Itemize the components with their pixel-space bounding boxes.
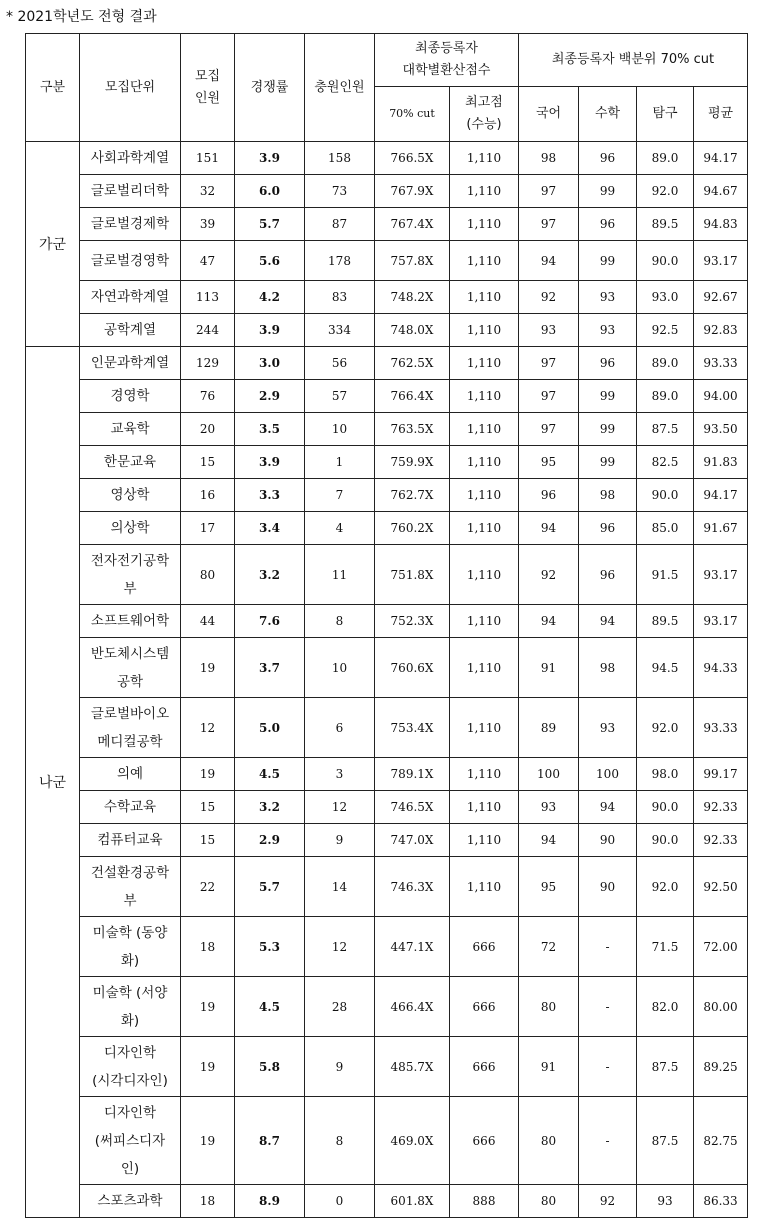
table-row bbox=[26, 605, 748, 638]
cell-add: 6 bbox=[305, 698, 375, 758]
cell-rate: 5.8 bbox=[235, 1037, 305, 1097]
table-row bbox=[26, 314, 748, 347]
group-label: 나군 bbox=[26, 347, 80, 1218]
cell-add: 11 bbox=[305, 545, 375, 605]
cell-math: 96 bbox=[579, 208, 637, 241]
cell-inq: 94.5 bbox=[637, 638, 694, 698]
cell-kor: 80 bbox=[519, 1185, 579, 1218]
cell-max: 1,110 bbox=[450, 241, 519, 281]
cell-inq: 98.0 bbox=[637, 758, 694, 791]
cell-inq: 87.5 bbox=[637, 1037, 694, 1097]
cell-rate: 3.0 bbox=[235, 347, 305, 380]
header-rate: 경쟁률 bbox=[235, 34, 305, 142]
cell-quota: 19 bbox=[181, 758, 235, 791]
cell-kor: 92 bbox=[519, 545, 579, 605]
cell-quota: 18 bbox=[181, 917, 235, 977]
cell-add: 73 bbox=[305, 175, 375, 208]
cell-quota: 17 bbox=[181, 512, 235, 545]
unit-name: 디자인학 (써피스디자 인) bbox=[80, 1097, 181, 1185]
admission-results-table bbox=[25, 33, 748, 1218]
cell-cut: 759.9X bbox=[375, 446, 450, 479]
cell-quota: 19 bbox=[181, 1097, 235, 1185]
cell-avg: 92.83 bbox=[694, 314, 748, 347]
cell-add: 9 bbox=[305, 1037, 375, 1097]
cell-cut: 748.2X bbox=[375, 281, 450, 314]
header-cut70: 70% cut bbox=[375, 87, 450, 142]
cell-kor: 72 bbox=[519, 917, 579, 977]
cell-rate: 5.7 bbox=[235, 208, 305, 241]
unit-name: 미술학 (서양 화) bbox=[80, 977, 181, 1037]
unit-name: 건설환경공학 부 bbox=[80, 857, 181, 917]
cell-inq: 85.0 bbox=[637, 512, 694, 545]
cell-cut: 766.5X bbox=[375, 142, 450, 175]
cell-inq: 92.5 bbox=[637, 314, 694, 347]
cell-kor: 100 bbox=[519, 758, 579, 791]
cell-avg: 93.33 bbox=[694, 698, 748, 758]
cell-add: 178 bbox=[305, 241, 375, 281]
cell-max: 666 bbox=[450, 1097, 519, 1185]
cell-avg: 86.33 bbox=[694, 1185, 748, 1218]
cell-kor: 92 bbox=[519, 281, 579, 314]
cell-math: 93 bbox=[579, 698, 637, 758]
cell-add: 10 bbox=[305, 638, 375, 698]
cell-cut: 746.5X bbox=[375, 791, 450, 824]
cell-math: 99 bbox=[579, 175, 637, 208]
cell-math: 90 bbox=[579, 857, 637, 917]
cell-add: 4 bbox=[305, 512, 375, 545]
cell-inq: 82.0 bbox=[637, 977, 694, 1037]
cell-max: 1,110 bbox=[450, 281, 519, 314]
cell-kor: 97 bbox=[519, 347, 579, 380]
cell-kor: 89 bbox=[519, 698, 579, 758]
cell-avg: 94.00 bbox=[694, 380, 748, 413]
table-row bbox=[26, 281, 748, 314]
cell-kor: 97 bbox=[519, 175, 579, 208]
cell-avg: 94.33 bbox=[694, 638, 748, 698]
cell-max: 1,110 bbox=[450, 479, 519, 512]
unit-name: 미술학 (동양 화) bbox=[80, 917, 181, 977]
table-row bbox=[26, 1185, 748, 1218]
table-row bbox=[26, 1037, 748, 1097]
cell-kor: 94 bbox=[519, 241, 579, 281]
cell-math: - bbox=[579, 977, 637, 1037]
cell-rate: 5.6 bbox=[235, 241, 305, 281]
cell-math: 96 bbox=[579, 347, 637, 380]
cell-quota: 244 bbox=[181, 314, 235, 347]
cell-max: 888 bbox=[450, 1185, 519, 1218]
cell-add: 10 bbox=[305, 413, 375, 446]
cell-avg: 80.00 bbox=[694, 977, 748, 1037]
cell-max: 1,110 bbox=[450, 175, 519, 208]
cell-avg: 94.17 bbox=[694, 479, 748, 512]
cell-quota: 12 bbox=[181, 698, 235, 758]
cell-cut: 762.5X bbox=[375, 347, 450, 380]
cell-inq: 89.0 bbox=[637, 347, 694, 380]
cell-quota: 76 bbox=[181, 380, 235, 413]
header-group: 구분 bbox=[26, 34, 80, 142]
cell-math: 94 bbox=[579, 791, 637, 824]
table-row bbox=[26, 479, 748, 512]
cell-max: 1,110 bbox=[450, 208, 519, 241]
cell-avg: 82.75 bbox=[694, 1097, 748, 1185]
cell-cut: 789.1X bbox=[375, 758, 450, 791]
cell-rate: 5.7 bbox=[235, 857, 305, 917]
cell-math: 96 bbox=[579, 512, 637, 545]
cell-max: 1,110 bbox=[450, 605, 519, 638]
table-row bbox=[26, 917, 748, 977]
cell-rate: 2.9 bbox=[235, 824, 305, 857]
cell-avg: 94.67 bbox=[694, 175, 748, 208]
cell-math: 90 bbox=[579, 824, 637, 857]
unit-name: 글로벌경영학 bbox=[80, 241, 181, 281]
cell-quota: 18 bbox=[181, 1185, 235, 1218]
cell-avg: 92.33 bbox=[694, 824, 748, 857]
cell-cut: 466.4X bbox=[375, 977, 450, 1037]
cell-kor: 97 bbox=[519, 413, 579, 446]
cell-add: 158 bbox=[305, 142, 375, 175]
header-quota: 모집 인원 bbox=[181, 34, 235, 142]
cell-inq: 89.0 bbox=[637, 380, 694, 413]
cell-kor: 94 bbox=[519, 824, 579, 857]
unit-name: 소프트웨어학 bbox=[80, 605, 181, 638]
table-row bbox=[26, 413, 748, 446]
cell-math: 99 bbox=[579, 446, 637, 479]
cell-cut: 601.8X bbox=[375, 1185, 450, 1218]
cell-max: 1,110 bbox=[450, 142, 519, 175]
table-row bbox=[26, 241, 748, 281]
cell-add: 28 bbox=[305, 977, 375, 1037]
cell-kor: 98 bbox=[519, 142, 579, 175]
cell-rate: 8.7 bbox=[235, 1097, 305, 1185]
cell-kor: 80 bbox=[519, 1097, 579, 1185]
cell-kor: 95 bbox=[519, 857, 579, 917]
cell-rate: 3.9 bbox=[235, 142, 305, 175]
cell-rate: 6.0 bbox=[235, 175, 305, 208]
cell-quota: 15 bbox=[181, 446, 235, 479]
unit-name: 수학교육 bbox=[80, 791, 181, 824]
table-row bbox=[26, 824, 748, 857]
cell-inq: 90.0 bbox=[637, 824, 694, 857]
cell-inq: 91.5 bbox=[637, 545, 694, 605]
cell-kor: 80 bbox=[519, 977, 579, 1037]
table-row bbox=[26, 380, 748, 413]
cell-max: 1,110 bbox=[450, 791, 519, 824]
unit-name: 글로벌경제학 bbox=[80, 208, 181, 241]
cell-cut: 751.8X bbox=[375, 545, 450, 605]
cell-avg: 92.67 bbox=[694, 281, 748, 314]
cell-math: 99 bbox=[579, 380, 637, 413]
cell-cut: 760.2X bbox=[375, 512, 450, 545]
cell-max: 1,110 bbox=[450, 446, 519, 479]
cell-math: 96 bbox=[579, 142, 637, 175]
table-row bbox=[26, 977, 748, 1037]
unit-name: 의예 bbox=[80, 758, 181, 791]
unit-name: 전자전기공학 부 bbox=[80, 545, 181, 605]
cell-quota: 20 bbox=[181, 413, 235, 446]
cell-kor: 97 bbox=[519, 208, 579, 241]
cell-quota: 15 bbox=[181, 791, 235, 824]
cell-rate: 3.4 bbox=[235, 512, 305, 545]
unit-name: 교육학 bbox=[80, 413, 181, 446]
unit-name: 컴퓨터교육 bbox=[80, 824, 181, 857]
cell-add: 3 bbox=[305, 758, 375, 791]
cell-kor: 95 bbox=[519, 446, 579, 479]
table-row bbox=[26, 758, 748, 791]
table-row bbox=[26, 208, 748, 241]
unit-name: 글로벌바이오 메디컬공학 bbox=[80, 698, 181, 758]
cell-kor: 94 bbox=[519, 512, 579, 545]
cell-rate: 5.0 bbox=[235, 698, 305, 758]
cell-rate: 4.2 bbox=[235, 281, 305, 314]
cell-kor: 94 bbox=[519, 605, 579, 638]
cell-math: 93 bbox=[579, 281, 637, 314]
cell-math: 98 bbox=[579, 479, 637, 512]
cell-add: 7 bbox=[305, 479, 375, 512]
cell-math: 100 bbox=[579, 758, 637, 791]
cell-cut: 746.3X bbox=[375, 857, 450, 917]
cell-add: 8 bbox=[305, 605, 375, 638]
cell-add: 334 bbox=[305, 314, 375, 347]
cell-quota: 80 bbox=[181, 545, 235, 605]
cell-inq: 90.0 bbox=[637, 241, 694, 281]
cell-add: 0 bbox=[305, 1185, 375, 1218]
table-body bbox=[26, 142, 748, 1218]
cell-avg: 89.25 bbox=[694, 1037, 748, 1097]
cell-kor: 97 bbox=[519, 380, 579, 413]
cell-avg: 91.83 bbox=[694, 446, 748, 479]
unit-name: 글로벌리더학 bbox=[80, 175, 181, 208]
header-max: 최고점 (수능) bbox=[450, 87, 519, 142]
cell-avg: 99.17 bbox=[694, 758, 748, 791]
cell-inq: 87.5 bbox=[637, 1097, 694, 1185]
header-additional: 충원인원 bbox=[305, 34, 375, 142]
cell-inq: 92.0 bbox=[637, 698, 694, 758]
cell-rate: 3.5 bbox=[235, 413, 305, 446]
cell-cut: 767.4X bbox=[375, 208, 450, 241]
cell-max: 1,110 bbox=[450, 758, 519, 791]
cell-avg: 91.67 bbox=[694, 512, 748, 545]
cell-math: 92 bbox=[579, 1185, 637, 1218]
cell-cut: 469.0X bbox=[375, 1097, 450, 1185]
header-unit: 모집단위 bbox=[80, 34, 181, 142]
cell-inq: 82.5 bbox=[637, 446, 694, 479]
cell-avg: 93.17 bbox=[694, 241, 748, 281]
table-row bbox=[26, 638, 748, 698]
cell-rate: 3.2 bbox=[235, 545, 305, 605]
cell-inq: 89.5 bbox=[637, 208, 694, 241]
unit-name: 경영학 bbox=[80, 380, 181, 413]
cell-quota: 44 bbox=[181, 605, 235, 638]
cell-math: 96 bbox=[579, 545, 637, 605]
cell-avg: 92.50 bbox=[694, 857, 748, 917]
table-row bbox=[26, 698, 748, 758]
cell-avg: 94.17 bbox=[694, 142, 748, 175]
cell-rate: 5.3 bbox=[235, 917, 305, 977]
cell-inq: 87.5 bbox=[637, 413, 694, 446]
cell-math: - bbox=[579, 1097, 637, 1185]
cell-rate: 3.7 bbox=[235, 638, 305, 698]
cell-avg: 94.83 bbox=[694, 208, 748, 241]
cell-max: 666 bbox=[450, 977, 519, 1037]
cell-add: 83 bbox=[305, 281, 375, 314]
cell-max: 1,110 bbox=[450, 413, 519, 446]
page-title: * 2021학년도 전형 결과 bbox=[6, 9, 157, 25]
cell-cut: 766.4X bbox=[375, 380, 450, 413]
unit-name: 스포츠과학 bbox=[80, 1185, 181, 1218]
cell-quota: 113 bbox=[181, 281, 235, 314]
cell-cut: 762.7X bbox=[375, 479, 450, 512]
unit-name: 반도체시스템 공학 bbox=[80, 638, 181, 698]
cell-math: - bbox=[579, 1037, 637, 1097]
cell-quota: 15 bbox=[181, 824, 235, 857]
cell-cut: 763.5X bbox=[375, 413, 450, 446]
cell-add: 56 bbox=[305, 347, 375, 380]
table-row bbox=[26, 1097, 748, 1185]
cell-rate: 2.9 bbox=[235, 380, 305, 413]
cell-rate: 4.5 bbox=[235, 758, 305, 791]
cell-quota: 19 bbox=[181, 977, 235, 1037]
cell-inq: 90.0 bbox=[637, 791, 694, 824]
cell-avg: 93.33 bbox=[694, 347, 748, 380]
cell-math: 94 bbox=[579, 605, 637, 638]
cell-inq: 93 bbox=[637, 1185, 694, 1218]
cell-kor: 93 bbox=[519, 791, 579, 824]
cell-math: 99 bbox=[579, 241, 637, 281]
unit-name: 영상학 bbox=[80, 479, 181, 512]
cell-cut: 752.3X bbox=[375, 605, 450, 638]
cell-max: 1,110 bbox=[450, 698, 519, 758]
cell-rate: 3.9 bbox=[235, 446, 305, 479]
cell-cut: 757.8X bbox=[375, 241, 450, 281]
header-final-score: 최종등록자 대학별환산점수 bbox=[375, 34, 519, 87]
cell-kor: 91 bbox=[519, 638, 579, 698]
cell-rate: 7.6 bbox=[235, 605, 305, 638]
cell-add: 1 bbox=[305, 446, 375, 479]
table-row bbox=[26, 545, 748, 605]
cell-add: 12 bbox=[305, 791, 375, 824]
table-row bbox=[26, 857, 748, 917]
cell-kor: 91 bbox=[519, 1037, 579, 1097]
table-row bbox=[26, 791, 748, 824]
cell-quota: 19 bbox=[181, 1037, 235, 1097]
cell-quota: 22 bbox=[181, 857, 235, 917]
cell-add: 9 bbox=[305, 824, 375, 857]
cell-quota: 16 bbox=[181, 479, 235, 512]
cell-cut: 753.4X bbox=[375, 698, 450, 758]
cell-add: 12 bbox=[305, 917, 375, 977]
cell-quota: 151 bbox=[181, 142, 235, 175]
table-row bbox=[26, 175, 748, 208]
cell-math: - bbox=[579, 917, 637, 977]
cell-math: 99 bbox=[579, 413, 637, 446]
unit-name: 사회과학계열 bbox=[80, 142, 181, 175]
cell-cut: 748.0X bbox=[375, 314, 450, 347]
unit-name: 인문과학계열 bbox=[80, 347, 181, 380]
cell-quota: 129 bbox=[181, 347, 235, 380]
table-row bbox=[26, 347, 748, 380]
header-korean: 국어 bbox=[519, 87, 579, 142]
cell-kor: 93 bbox=[519, 314, 579, 347]
header-percentile: 최종등록자 백분위 70% cut bbox=[519, 34, 748, 87]
unit-name: 한문교육 bbox=[80, 446, 181, 479]
table-row bbox=[26, 446, 748, 479]
cell-max: 1,110 bbox=[450, 314, 519, 347]
cell-kor: 96 bbox=[519, 479, 579, 512]
cell-inq: 90.0 bbox=[637, 479, 694, 512]
cell-math: 98 bbox=[579, 638, 637, 698]
cell-max: 1,110 bbox=[450, 512, 519, 545]
unit-name: 디자인학 (시각디자인) bbox=[80, 1037, 181, 1097]
header-inquiry: 탐구 bbox=[637, 87, 694, 142]
cell-inq: 71.5 bbox=[637, 917, 694, 977]
cell-max: 666 bbox=[450, 1037, 519, 1097]
cell-quota: 47 bbox=[181, 241, 235, 281]
table-row bbox=[26, 142, 748, 175]
cell-rate: 3.3 bbox=[235, 479, 305, 512]
cell-cut: 760.6X bbox=[375, 638, 450, 698]
cell-cut: 447.1X bbox=[375, 917, 450, 977]
cell-cut: 485.7X bbox=[375, 1037, 450, 1097]
cell-inq: 89.0 bbox=[637, 142, 694, 175]
header-avg: 평균 bbox=[694, 87, 748, 142]
cell-rate: 3.9 bbox=[235, 314, 305, 347]
cell-avg: 72.00 bbox=[694, 917, 748, 977]
cell-rate: 8.9 bbox=[235, 1185, 305, 1218]
group-label: 가군 bbox=[26, 142, 80, 347]
cell-add: 87 bbox=[305, 208, 375, 241]
cell-inq: 92.0 bbox=[637, 857, 694, 917]
cell-quota: 32 bbox=[181, 175, 235, 208]
cell-max: 1,110 bbox=[450, 380, 519, 413]
cell-max: 1,110 bbox=[450, 638, 519, 698]
header-math: 수학 bbox=[579, 87, 637, 142]
cell-max: 1,110 bbox=[450, 545, 519, 605]
cell-add: 14 bbox=[305, 857, 375, 917]
unit-name: 공학계열 bbox=[80, 314, 181, 347]
cell-inq: 92.0 bbox=[637, 175, 694, 208]
cell-cut: 747.0X bbox=[375, 824, 450, 857]
cell-add: 8 bbox=[305, 1097, 375, 1185]
cell-avg: 92.33 bbox=[694, 791, 748, 824]
unit-name: 자연과학계열 bbox=[80, 281, 181, 314]
cell-max: 1,110 bbox=[450, 347, 519, 380]
table-row bbox=[26, 512, 748, 545]
cell-math: 93 bbox=[579, 314, 637, 347]
cell-inq: 93.0 bbox=[637, 281, 694, 314]
cell-rate: 3.2 bbox=[235, 791, 305, 824]
cell-rate: 4.5 bbox=[235, 977, 305, 1037]
cell-avg: 93.17 bbox=[694, 605, 748, 638]
cell-max: 1,110 bbox=[450, 857, 519, 917]
cell-avg: 93.17 bbox=[694, 545, 748, 605]
cell-add: 57 bbox=[305, 380, 375, 413]
cell-cut: 767.9X bbox=[375, 175, 450, 208]
cell-avg: 93.50 bbox=[694, 413, 748, 446]
cell-inq: 89.5 bbox=[637, 605, 694, 638]
cell-max: 1,110 bbox=[450, 824, 519, 857]
cell-max: 666 bbox=[450, 917, 519, 977]
cell-quota: 39 bbox=[181, 208, 235, 241]
cell-quota: 19 bbox=[181, 638, 235, 698]
unit-name: 의상학 bbox=[80, 512, 181, 545]
